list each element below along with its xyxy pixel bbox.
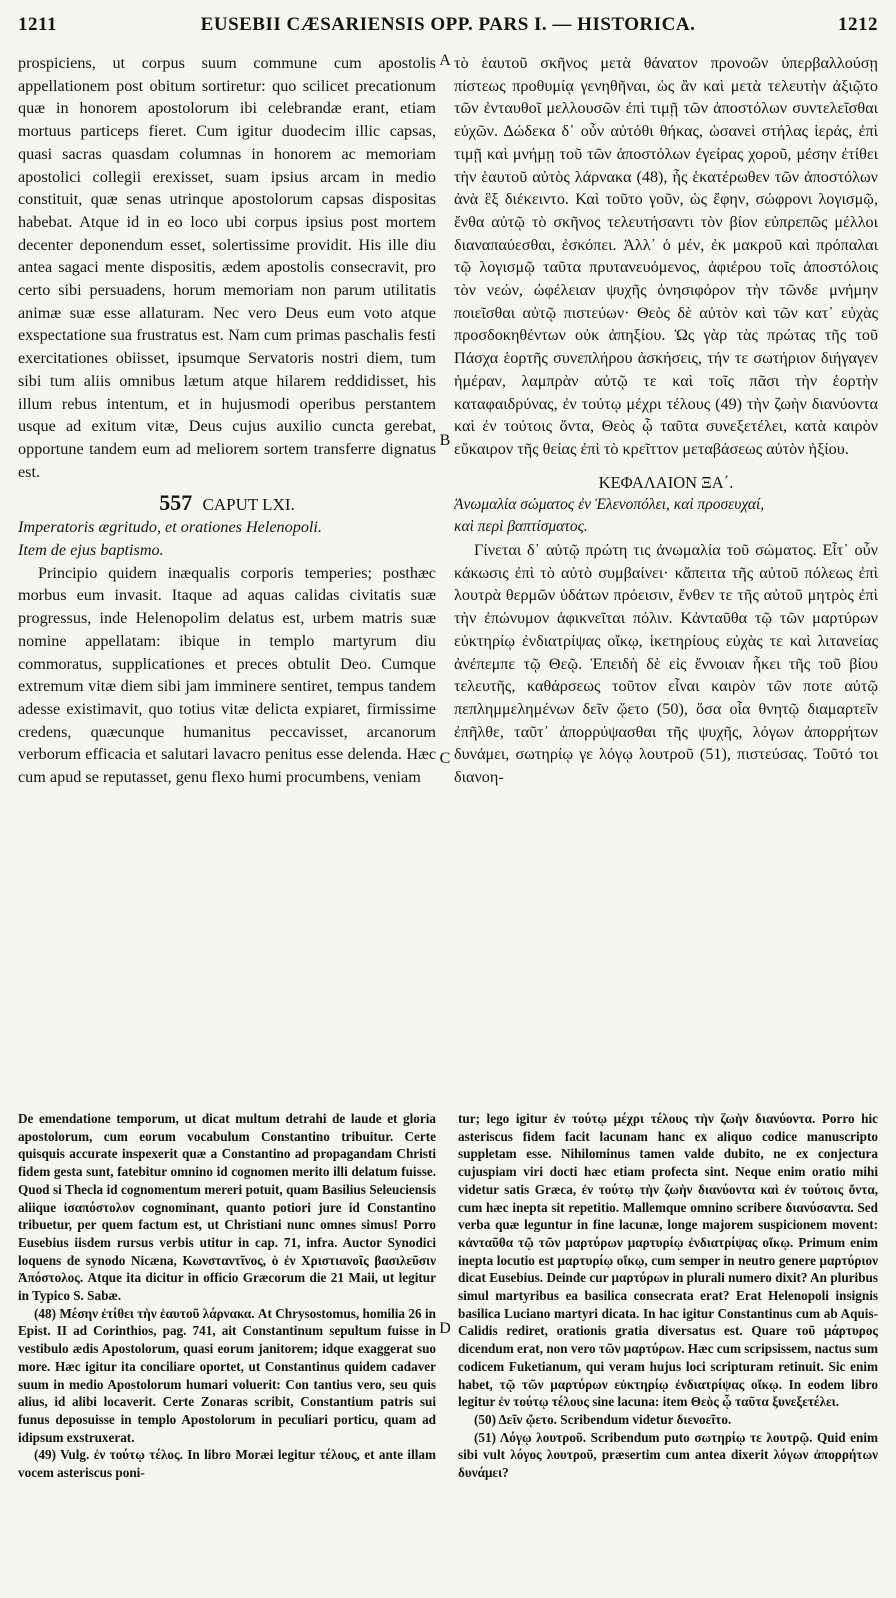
latin-chapter-subtitle-2: Item de ejus baptismo.	[18, 541, 164, 560]
latin-chapter-title: CAPUT LXI.	[202, 495, 295, 515]
greek-chapter-subtitle-1: Ἀνωμαλία σώματος ἐν Ἑλενοπόλει, καὶ προσευχαί,	[454, 495, 765, 513]
running-title: EUSEBII CÆSARIENSIS OPP. PARS I. — HISTORICA.	[200, 14, 696, 35]
margin-letter-c: C	[439, 750, 451, 767]
greek-paragraph-top: τὸ ἑαυτοῦ σκῆνος μετὰ θάνατον προνοῶν ὑπερβαλλούσῃ πίστεως προθυμίᾳ γενηθῆναι, ὡς ἂν καὶ μετὰ τελευτὴν ἀξιῷτο τῶν ἐνταυθοῖ μελλουσῶν ἐπὶ τιμῇ τῶν ἀποστόλων συντελεῖσθαι εὐχῶν. Δώδεκα δ᾽ οὖν αὐτόθι θήκας, ὡσανεὶ στήλας ἱεράς, ἐπὶ τιμῇ καὶ μνήμῃ τοῦ τῶν ἀποστόλων ἐγείρας χοροῦ, μέσην ἐτίθει τὴν ἑαυτοῦ αὐτὸς λάρνακα (48), ἧς ἑκατέρωθεν τῶν ἀποστόλων ἀνὰ ἓξ διέκειντο. Καὶ τοῦτο γοῦν, ὡς ἔφην, σώφρονι λογισμῷ, ἔνθα αὐτῷ τὸ σκῆνος τελευτήσαντι τὸν βίον εὐπρεπῶς μέλλοι διαναπαύεσθαι, ἐσκόπει. Ἀλλ᾽ ὁ μέν, ἐκ μακροῦ καὶ πρόπαλαι τῷ λογισμῷ ταῦτα πρυτανευόμενος, ἀφιέρου τοῖς ἀποστόλοις τὸν νεών, ὠφέλειαν ψυχῆς ὀνησιφόρον τὴν τῶνδε μνήμην ποιεῖσθαι αὐτῷ πιστεύων· Θεὸς δὲ αὐτὸν καὶ τῶν κατ᾽ εὐχὰς προσδοκηθέντων οὐκ ἀπηξίου. Ὡς γὰρ τὰς πρώτας τῆς τοῦ Πάσχα ἑορτῆς συνεπλήρου ἀσκήσεις, τήν τε σωτήριον διήγαγεν ἡμέραν, λαμπρὰν αὐτῷ τε καὶ τοῖς πᾶσι τὴν ἑορτὴν καταφαιδρύνας, ἐν τούτῳ μέχρι τέλους (49) τὴν ζωὴν διανύοντα καὶ ἐν τούτοις ὄντα, Θεὸς ᾧ ταῦτα συνεξετέλει, κατὰ καιρὸν εὔκαιρον τῆς θείας ἐπὶ τὸ κρεῖττον μεταβάσεως αὐτὸν ἠξίου.	[454, 54, 878, 458]
greek-chapter-title: ΚΕΦΑΛΑΙΟΝ ΞΑ΄.	[598, 472, 734, 492]
page-number-right: 1212	[838, 14, 878, 35]
greek-chapter-subtitle-2: καὶ περὶ βαπτίσματος.	[454, 518, 588, 536]
page-number-left: 1211	[18, 14, 57, 35]
running-head	[18, 14, 878, 42]
footnote-51: (51) Λόγῳ λουτροῦ. Scribendum puto σωτηρίῳ τε λουτρῷ. Quid enim sibi vult λόγος λουτροῦ, præsertim cum antea dixerit λόγων ἀπορρήτων δυνάμει?	[458, 1429, 878, 1481]
latin-paragraph-top: prospiciens, ut corpus suum commune cum apostolis appellationem post obitum sortiretur: quo scilicet precationum quæ in honorem apostolorum ibi celebrandæ erant, etiam mortuus particeps fieret. Cum igitur duodecim illic capsas, quasi sacras quasdam columnas in honorem ac memoriam apostolici collegii erexisset, suam ipsius arcam in medio constituit, quæ senas utrinque apostolorum capsas dispositas habebat. Atque id in eo loco ubi corpus ipsius post mortem decenter deponendum esset, solertissime providit. His ille diu antea sagaci mente dispositis, ædem apostolis consecravit, pro certo sibi persuadens, horum memoriam non parum utilitatis animæ suæ esse allaturam. Nec vero Deus eum voto atque exspectatione sua frustratus est. Nam cum primas paschalis festi exercitationes obiisset, ipsumque Servatoris nostri diem, tum sibi tum aliis omnibus lætum atque hilarem reddidisset, his illum rebus intentum, et in hujusmodi operibus perstantem usque ad exitum vitæ, Deus cujus auxilio cuncta gerebat, opportune tandem eum ad meliorem sortem transferre dignatus est.	[18, 54, 436, 481]
latin-column	[18, 52, 436, 1080]
footnotes-right	[458, 1110, 878, 1588]
footnote-48: (48) Μέσην ἐτίθει τὴν ἑαυτοῦ λάρνακα. At Chrysostomus, homilia 26 in Epist. II ad Corinthios, pag. 741, ait Constantinum sepultum fuisse in vestibulo ædis Apostolorum, quasi eorum janitorem; idque exaggerat suo more. Hæc igitur ita conciliare oportet, ut Constantinus quidem cadaver suum in medio Apostolorum humari voluerit: Con tantius vero, seu quis alius, id alibi locaverit. Certe Zonaras scribit, Constantium patris sui funus deposuisse in templo Apostolorum in peculiari porticu, quam ad idipsum exstruxerat.	[18, 1305, 436, 1445]
footnote-50: (50) Δεῖν ᾤετο. Scribendum videtur διενοεῖτο.	[474, 1411, 732, 1427]
latin-chapter-subtitle-1: Imperatoris ægritudo, et orationes Helenopoli.	[18, 518, 322, 537]
footnote-49-continued: tur; lego igitur ἐν τούτῳ μέχρι τέλους τὴν ζωὴν διανύοντα. Porro hic asteriscus fidem facit lacunam hanc ex aliquo codice manuscripto suppletam esse. Nihilominus tamen valde dubito, ne ex conjectura cujuspiam viri docti hæc etiam profecta sint. Neque enim oratio mihi videtur satis Græca, ἐν τούτῳ τὴν ζωὴν διανύοντα καὶ ἐν τούτοις ὄντα, cum hæc inepta sit repetitio. Mallemque omnino scribere διανύσαντα. Sed verba quæ leguntur in fine lacunæ, longe majorem suspicionem movent: κἀνταῦθα τῷ τῶν μαρτύρων μαρτυρίῳ ἐνδιατρίψας οἴκῳ. Primum enim inepta locutio est μαρτυρίῳ οἴκῳ, cum semper in neutro genere μαρτύριον dicat Eusebius. Deinde cur μαρτύρων in plurali numero dixit? An pluribus simul martyribus ea basilica consecrata erat? Erat Helenopoli insignis basilica Luciano martyri dicata. In hac igitur Constantinus cum ab Aquis-Calidis rediret, orationis gratia diversatus est. Quare τοῦ μάρτυρος dicendum erat, non vero τῶν μαρτύρων. Hæc cum scripsissem, nactus sum codicem Fuketianum, qui veram hujus loci scripturam retinuit. Sic enim habet, τῷ τῶν μαρτύρων εὐκτηρίῳ ἐνδιατρίψας οἴκῳ. In eodem libro legitur ἐν τούτῳ τέλους sine lacuna: item Θεὸς ᾧ ταῦτα ξυνεξετέλει.	[458, 1111, 878, 1410]
margin-letter-b: B	[439, 432, 451, 449]
margin-letter-a: A	[439, 52, 451, 69]
greek-column	[454, 52, 878, 1080]
greek-chapter-heading	[454, 471, 878, 494]
latin-paragraph-chapter: Principio quidem inæqualis corporis temperies; posthæc morbus eum invasit. Itaque ad aquas calidas civitatis suæ progressus, inde Helenopolim delatus est, urbem matris suæ nomine appellatam: ibique in templo martyrum diu commoratus, supplicationes et preces obtulit Deo. Cumque extremum vitæ diem sibi jam imminere sentiret, tempus tandem adesse existimavit, quo totius vitæ delicta expiaret, firmissime credens, quæcunque humanitus peccavisset, arcanorum verborum efficacia et salutari lavacro penitus esse delenda. Hæc cum apud se reputasset, genu flexo humi procumbens, veniam	[18, 563, 436, 787]
margin-letter-d: D	[439, 1320, 451, 1337]
footnote-continued: De emendatione temporum, ut dicat multum detrahi de laude et gloria apostolorum, cum eorum vocabulum Constantino tribuitur. Certe quisquis accurate inspexerit quæ a Constantino ad propagandam Christi fidem gesta sunt, fatebitur omnino id cognomen merito illi delatum fuisse. Quod si Thecla id cognomentum mereri potuit, quam Basilius Seleuciensis aliique ἰσαπόστολον cognominant, quanto potiori jure id Constantino tribuetur, per quem factum est, ut Christiani nunc omnes simus! Porro Eusebius iisdem rursus verbis utitur in cap. 71, infra. Auctor Synodici loquens de synodo Nicæna, Κωνσταντῖνος, ὁ ἐν Χριστιανοῖς βασιλεῦσιν Ἀπόστολος. Atque ita dicitur in officio Græcorum die 21 Maii, ut legitur in Typico S. Sabæ.	[18, 1111, 436, 1304]
latin-chapter-heading	[18, 491, 436, 516]
greek-paragraph-chapter: Γίνεται δ᾽ αὐτῷ πρώτη τις ἀνωμαλία τοῦ σώματος. Εἶτ᾽ οὖν κάκωσις ἐπὶ τὸ αὐτὸ συμβαίνει· κἄπειτα τῆς αὐτοῦ πόλεως ἐπὶ λουτρὰ θερμῶν ὑδάτων πρόεισιν, ἔνθεν τε τῆς αὐτοῦ μητρὸς ἐπὶ τὴν ἐπώνυμον ἀφικνεῖται πόλιν. Κἀνταῦθα τῷ τῶν μαρτύρων εὐκτηρίῳ ἐνδιατρίψας οἴκῳ, ἱκετηρίους εὐχὰς τε καὶ λιτανείας ἀνέπεμπε τῷ Θεῷ. Ἐπειδὴ δὲ εἰς ἔννοιαν ἧκει τῆς τοῦ βίου τελευτῆς, καθάρσεως τοῦτον εἶναι καιρὸν τῶν ποτε αὐτῷ πεπλημμελημένων δεῖν ᾤετο (50), ὅσα οἷα θνητῷ διαμαρτεῖν ἐπῆλθε, ταῦτ᾽ ἀπορρύψασθαι τῆς ψυχῆς, λόγων ἀπορρήτων δυνάμει, σωτηρίῳ γε λόγῳ λουτροῦ (51), πιστεύσας. Τοῦτό τοι διανοη-	[454, 541, 878, 787]
latin-chapter-number: 557	[159, 490, 193, 516]
footnote-49: (49) Vulg. ἐν τούτῳ τέλος. In libro Moræi legitur τέλους, et ante illam vocem asteriscus poni-	[18, 1447, 436, 1481]
footnotes-left	[18, 1110, 436, 1588]
